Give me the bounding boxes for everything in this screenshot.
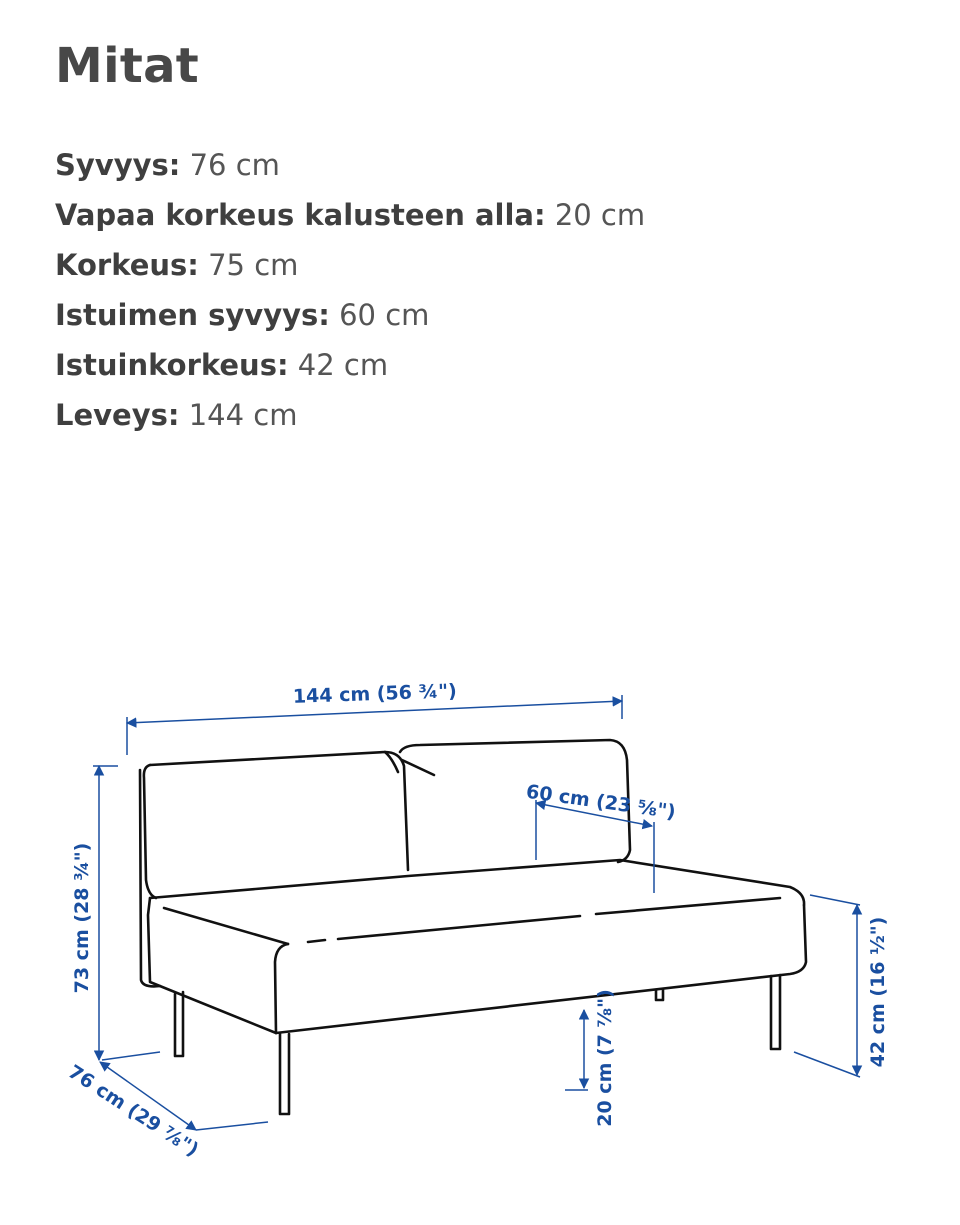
spec-seat-depth: [55, 290, 645, 340]
spec-clearance: [55, 190, 645, 240]
height-dimension-label: 73 cm (28 ¾"): [71, 842, 93, 994]
spec-height: [55, 240, 645, 290]
seat-depth-dimension-label: 60 cm (23 ⅝"): [524, 780, 677, 824]
sofa-illustration: [140, 740, 806, 1114]
spec-value: 76 cm: [189, 148, 280, 182]
dimension-lines: [93, 695, 860, 1130]
sofa-dimension-diagram: [0, 470, 960, 1225]
seat-height-dimension-label: 42 cm (16 ½"): [867, 916, 889, 1068]
spec-label: Korkeus:: [55, 248, 199, 282]
spec-value: 75 cm: [208, 248, 299, 282]
spec-label: Istuimen syvyys:: [55, 298, 330, 332]
spec-value: 42 cm: [297, 348, 389, 382]
spec-value: 60 cm: [339, 298, 430, 332]
clearance-dimension-label: 20 cm (7 ⅞"): [594, 989, 616, 1127]
spec-label: Istuinkorkeus:: [55, 348, 289, 382]
width-dimension-label: 144 cm (56 ¾"): [292, 680, 458, 708]
depth-dimension-label: 76 cm (29 ⅞"): [64, 1060, 203, 1162]
spec-value: 20 cm: [554, 198, 646, 232]
spec-seat-height: [55, 340, 645, 390]
spec-label: Leveys:: [55, 398, 180, 432]
dimension-list: [55, 140, 645, 440]
page-title: Mitat: [55, 38, 199, 94]
spec-label: Syvyys:: [55, 148, 181, 182]
spec-label: Vapaa korkeus kalusteen alla:: [55, 198, 546, 232]
spec-width: [55, 390, 645, 440]
spec-value: 144 cm: [188, 398, 298, 432]
spec-depth: [55, 140, 645, 190]
